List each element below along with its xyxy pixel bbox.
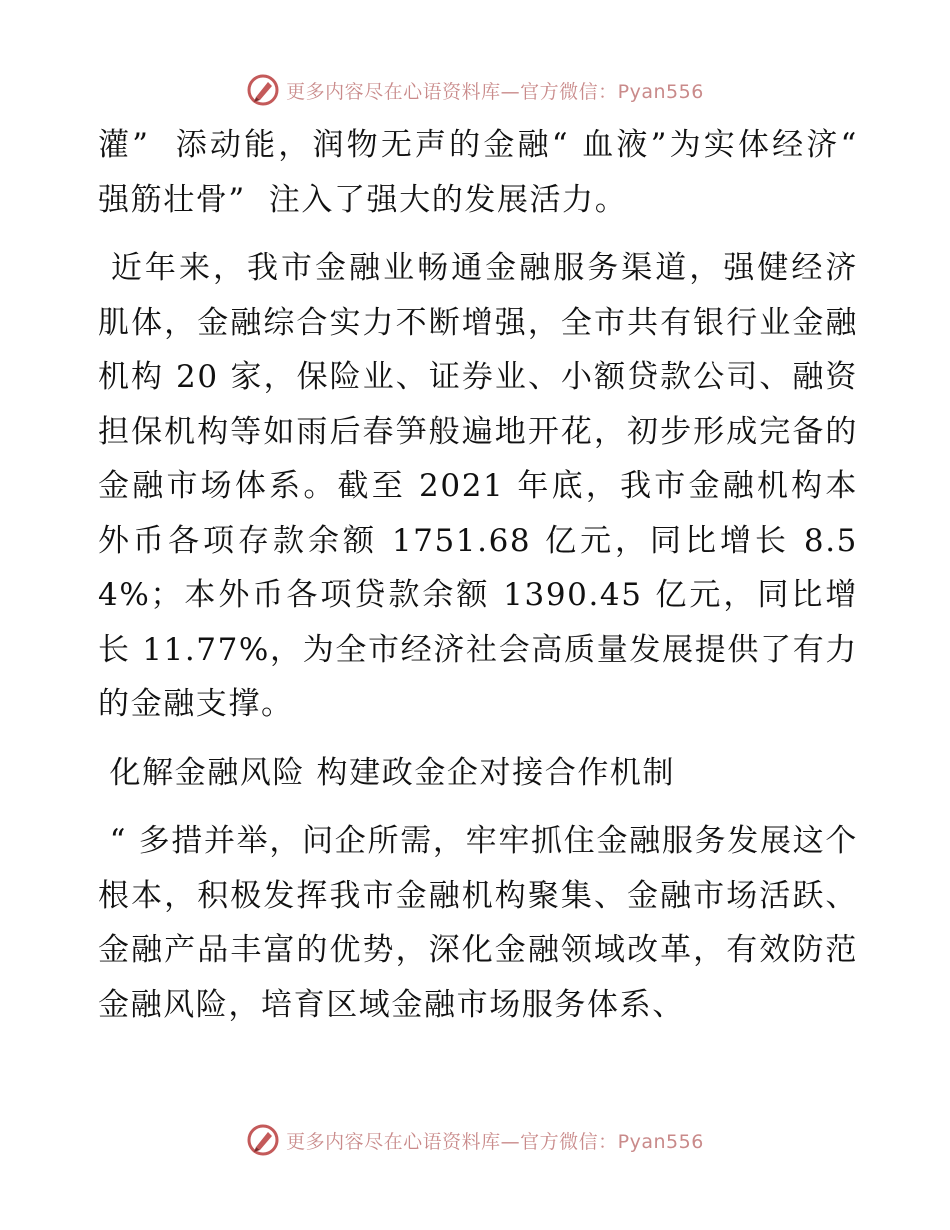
footer-banner — [0, 1120, 950, 1160]
document-body — [98, 118, 870, 1046]
banner-text: 更多内容尽在心语资料库—官方微信：Pyan556 — [286, 1130, 704, 1153]
paragraph-1: 灌” 添动能，润物无声的金融“ 血液”为实体经济“ 强筋壮骨” 注入了强大的发展活力。 — [98, 127, 870, 218]
section-heading: 化解金融风险 构建政金企对接合作机制 — [98, 754, 676, 791]
header-banner — [0, 70, 950, 110]
paragraph-2: 近年来，我市金融业畅通金融服务渠道，强健经济肌体，金融综合实力不断增强，全市共有银行业金融机构 20 家，保险业、证券业、小额贷款公司、融资担保机构等如雨后春笋般遍地开花，初步形成完备的金融市场体系。截至 2021 年底，我市金融机构本外币各项存款余额 1751.68 亿元，同比增长 8.54%；本外币各项贷款余额 1390.45 亿元，同比增长 11.77%，为全市经济社会高质量发展提供了有力的金融支撑。 — [98, 250, 858, 722]
pen-logo-icon — [246, 1123, 280, 1157]
paragraph-3: “ 多措并举，问企所需，牢牢抓住金融服务发展这个根本，积极发挥我市金融机构聚集、金融市场活跃、金融产品丰富的优势，深化金融领域改革，有效防范金融风险，培育区域金融市场服务体系、 — [98, 823, 858, 1023]
banner-text: 更多内容尽在心语资料库—官方微信：Pyan556 — [286, 80, 704, 103]
pen-logo-icon — [246, 73, 280, 107]
